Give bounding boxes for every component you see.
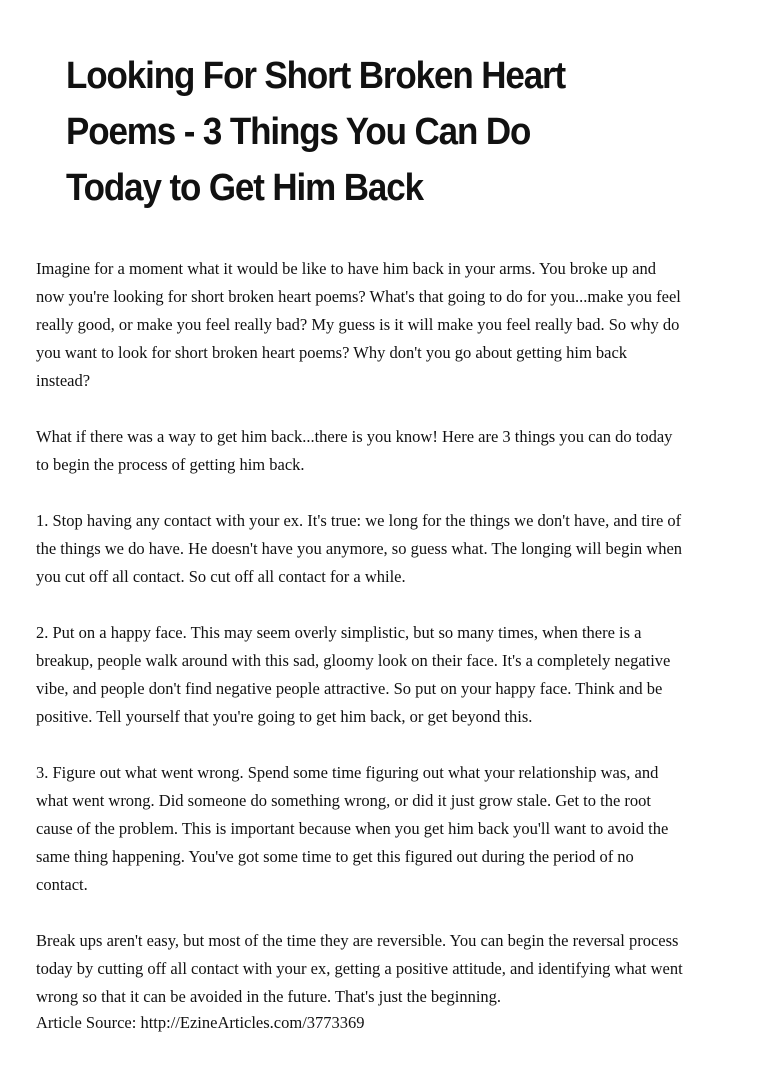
title-line: Today to Get Him Back bbox=[66, 167, 423, 209]
article-source: Article Source: http://EzineArticles.com/3773369 bbox=[36, 1013, 365, 1032]
text-line: you want to look for short broken heart poems? Why don't you go about getting him back bbox=[36, 343, 628, 362]
tip-1-paragraph bbox=[36, 507, 736, 591]
article-title bbox=[66, 48, 655, 216]
title-line: Poems - 3 Things You Can Do bbox=[66, 111, 531, 153]
text-line: wrong so that it can be avoided in the future. That's just the beginning. bbox=[36, 987, 502, 1006]
title-line: Looking For Short Broken Heart bbox=[66, 55, 566, 97]
text-line: 2. Put on a happy face. This may seem overly simplistic, but so many times, when there is a bbox=[36, 623, 642, 642]
conclusion-paragraph bbox=[36, 927, 736, 1011]
text-line: contact. bbox=[36, 875, 88, 894]
text-line: now you're looking for short broken heart poems? What's that going to do for you...make you feel bbox=[36, 287, 681, 306]
tip-3-paragraph bbox=[36, 759, 736, 899]
text-line: breakup, people walk around with this sad, gloomy look on their face. It's a completely negative bbox=[36, 651, 671, 670]
question-paragraph bbox=[36, 423, 736, 479]
article-body bbox=[36, 255, 736, 1035]
text-line: cause of the problem. This is important because when you get him back you'll want to avoid the bbox=[36, 819, 669, 838]
text-line: to begin the process of getting him back. bbox=[36, 455, 305, 474]
text-line: Imagine for a moment what it would be like to have him back in your arms. You broke up and bbox=[36, 259, 656, 278]
text-line: instead? bbox=[36, 371, 91, 390]
text-line: What if there was a way to get him back...there is you know! Here are 3 things you can do today bbox=[36, 427, 673, 446]
text-line: same thing happening. You've got some time to get this figured out during the period of no bbox=[36, 847, 634, 866]
tip-2-paragraph bbox=[36, 619, 736, 731]
text-line: really good, or make you feel really bad? My guess is it will make you feel really bad. So why do bbox=[36, 315, 680, 334]
text-line: the things we do have. He doesn't have you anymore, so guess what. The longing will begin when bbox=[36, 539, 683, 558]
text-line: vibe, and people don't find negative people attractive. So put on your happy face. Think and be bbox=[36, 679, 663, 698]
text-line: today by cutting off all contact with your ex, getting a positive attitude, and identifying what went bbox=[36, 959, 683, 978]
text-line: 1. Stop having any contact with your ex. It's true: we long for the things we don't have, and tire of bbox=[36, 511, 682, 530]
text-line: you cut off all contact. So cut off all contact for a while. bbox=[36, 567, 406, 586]
text-line: 3. Figure out what went wrong. Spend some time figuring out what your relationship was, and bbox=[36, 763, 659, 782]
intro-paragraph bbox=[36, 255, 736, 395]
text-line: Break ups aren't easy, but most of the time they are reversible. You can begin the reversal process bbox=[36, 931, 679, 950]
text-line: positive. Tell yourself that you're going to get him back, or get beyond this. bbox=[36, 707, 533, 726]
text-line: what went wrong. Did someone do something wrong, or did it just grow stale. Get to the root bbox=[36, 791, 651, 810]
